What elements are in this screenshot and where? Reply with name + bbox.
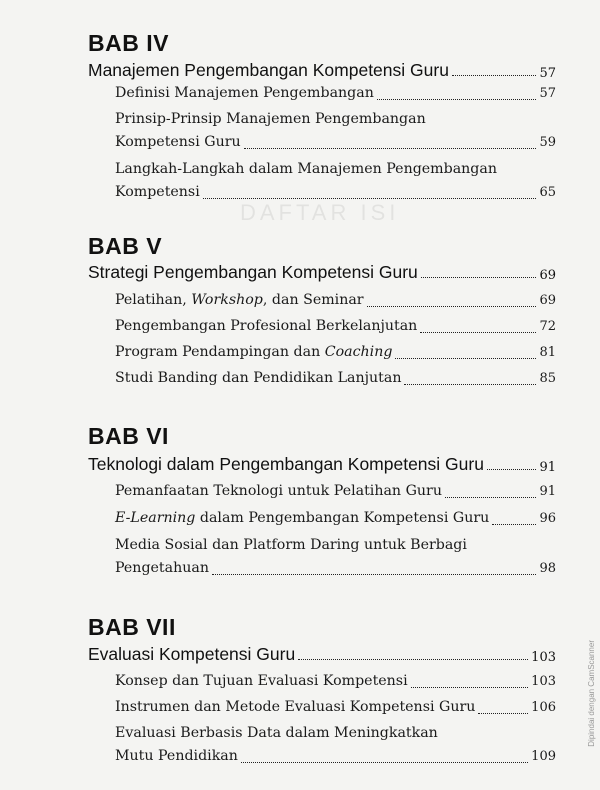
toc-entry[interactable] xyxy=(115,341,556,364)
dot-leader xyxy=(445,496,536,498)
toc-entry[interactable] xyxy=(115,722,556,768)
toc-entry[interactable] xyxy=(115,108,556,154)
toc-entry[interactable] xyxy=(115,367,556,390)
toc-entry[interactable] xyxy=(115,696,556,719)
dot-leader xyxy=(241,761,528,763)
watermark-text: DAFTAR ISI xyxy=(240,200,400,225)
page-number: 81 xyxy=(539,345,556,360)
page-number: 85 xyxy=(539,371,556,386)
dot-leader xyxy=(452,74,537,76)
page-number: 65 xyxy=(539,185,556,200)
dot-leader xyxy=(487,468,537,470)
entry-title: Konsep dan Tujuan Evaluasi Kompetensi xyxy=(115,673,408,689)
chapter-vii-title-row[interactable] xyxy=(88,644,556,665)
page-number: 57 xyxy=(539,86,556,101)
chapter-title: Evaluasi Kompetensi Guru xyxy=(88,644,296,664)
toc-entry[interactable] xyxy=(115,82,556,105)
dot-leader xyxy=(212,573,537,575)
entry-title-line-1: Media Sosial dan Platform Daring untuk Berbagi xyxy=(115,537,467,553)
chapter-title: Strategi Pengembangan Kompetensi Guru xyxy=(88,262,418,282)
entry-title: E-Learning dalam Pengembangan Kompetensi Guru xyxy=(115,510,490,526)
entry-title-line-2: Pengetahuan xyxy=(115,560,209,576)
scanner-watermark: Dipindai dengan CamScanner xyxy=(587,640,596,747)
page-number: 72 xyxy=(539,319,556,334)
bab-vi-heading: BAB VI xyxy=(88,423,169,449)
dot-leader xyxy=(244,147,537,149)
chapter-v-title-row[interactable] xyxy=(88,262,556,283)
dot-leader xyxy=(492,523,536,525)
page-number: 98 xyxy=(539,561,556,576)
page-number: 69 xyxy=(539,268,556,283)
bab-v-heading: BAB V xyxy=(88,233,163,259)
entry-title: Pengembangan Profesional Berkelanjutan xyxy=(115,318,418,334)
entry-title-italic: E-Learning xyxy=(115,510,196,526)
page-number: 91 xyxy=(539,460,556,475)
dot-leader xyxy=(420,331,536,333)
toc-entry[interactable] xyxy=(115,289,556,312)
page-number: 109 xyxy=(531,749,556,764)
chapter-title: Manajemen Pengembangan Kompetensi Guru xyxy=(88,60,449,80)
toc-entry[interactable] xyxy=(115,534,556,580)
entry-title: Studi Banding dan Pendidikan Lanjutan xyxy=(115,370,402,386)
page-number: 57 xyxy=(539,66,556,81)
toc-entry[interactable] xyxy=(115,670,556,693)
page-number: 69 xyxy=(539,293,556,308)
entry-title-line-1: Evaluasi Berbasis Data dalam Meningkatkan xyxy=(115,725,438,741)
chapter-vi-title-row[interactable] xyxy=(88,454,556,475)
dot-leader xyxy=(478,712,528,714)
entry-title: Definisi Manajemen Pengembangan xyxy=(115,85,374,101)
toc-entry[interactable] xyxy=(115,158,556,204)
entry-title-line-1: Prinsip-Prinsip Manajemen Pengembangan xyxy=(115,111,426,127)
bab-vii-heading: BAB VII xyxy=(88,614,176,640)
entry-title-italic: Workshop xyxy=(191,292,263,308)
entry-title-line-2: Mutu Pendidikan xyxy=(115,748,238,764)
dot-leader xyxy=(404,383,536,385)
dot-leader xyxy=(377,98,537,100)
page-number: 96 xyxy=(539,511,556,526)
bab-iv-heading: BAB IV xyxy=(88,30,169,56)
toc-entry[interactable] xyxy=(115,315,556,338)
chapter-title: Teknologi dalam Pengembangan Kompetensi Guru xyxy=(88,454,484,474)
entry-title: Instrumen dan Metode Evaluasi Kompetensi Guru xyxy=(115,699,476,715)
dot-leader xyxy=(203,197,537,199)
page-number: 106 xyxy=(531,700,556,715)
toc-entry[interactable] xyxy=(115,480,556,503)
page-number: 59 xyxy=(539,135,556,150)
entry-title-line-2: Kompetensi xyxy=(115,184,200,200)
entry-title: Pemanfaatan Teknologi untuk Pelatihan Guru xyxy=(115,483,442,499)
entry-title: Program Pendampingan dan Coaching xyxy=(115,344,393,360)
entry-title-italic: Coaching xyxy=(324,344,393,360)
page-number: 103 xyxy=(531,674,556,689)
dot-leader xyxy=(298,658,528,660)
dot-leader xyxy=(395,357,536,359)
toc-entry[interactable] xyxy=(115,507,556,530)
dot-leader xyxy=(421,276,537,278)
page-number: 103 xyxy=(531,650,556,665)
entry-title-line-2: Kompetensi Guru xyxy=(115,134,241,150)
dot-leader xyxy=(411,686,529,688)
entry-title-line-1: Langkah-Langkah dalam Manajemen Pengembangan xyxy=(115,161,497,177)
page-number: 91 xyxy=(539,484,556,499)
dot-leader xyxy=(367,305,537,307)
entry-title: Pelatihan, Workshop, dan Seminar xyxy=(115,292,364,308)
chapter-iv-title-row[interactable] xyxy=(88,60,556,81)
